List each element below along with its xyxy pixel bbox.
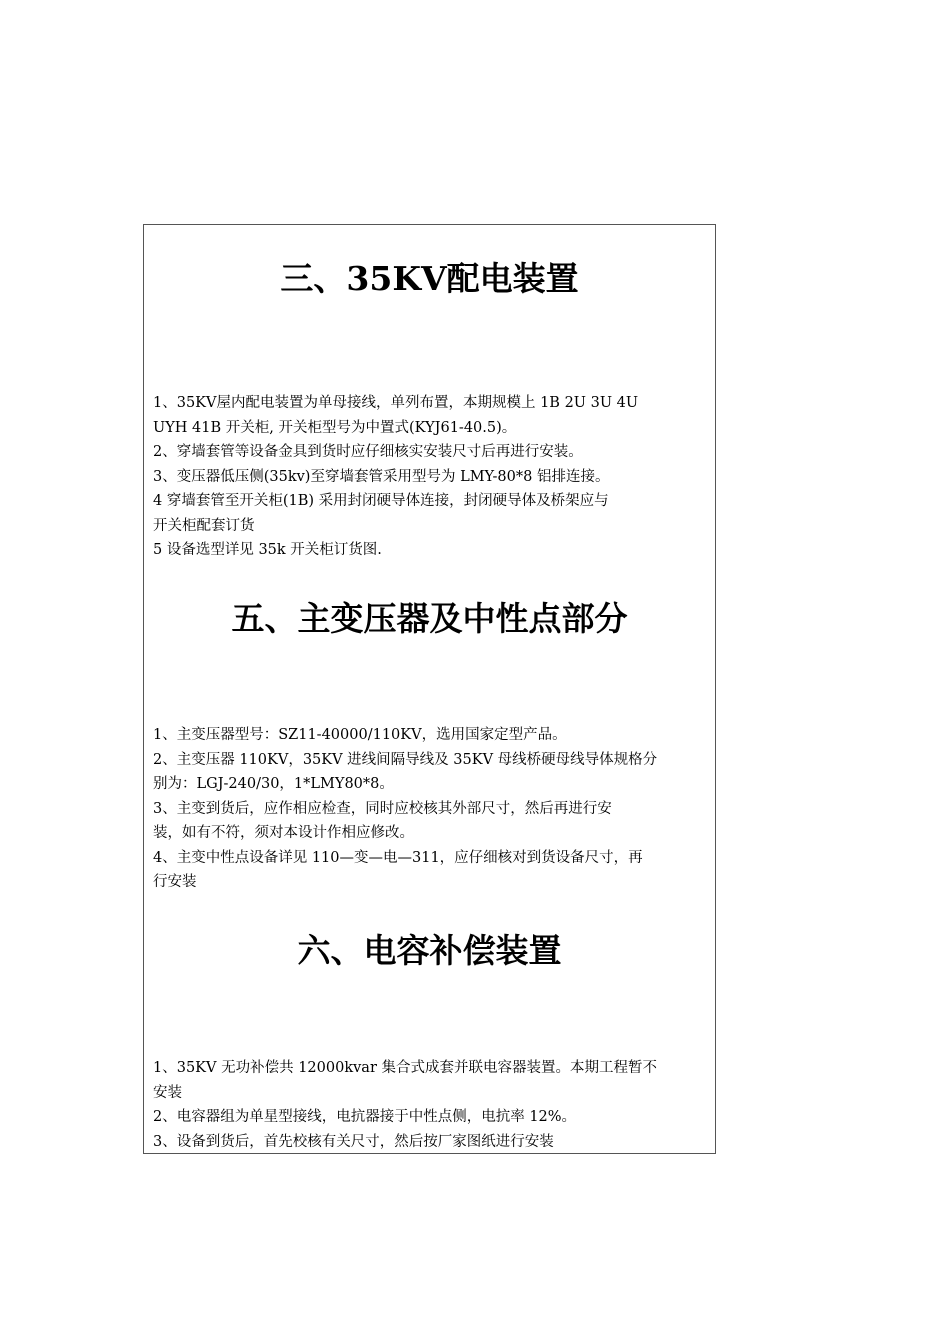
body-line: 5 设备选型详见 35k 开关柜订货图.: [153, 542, 382, 558]
body-line: 4 穿墙套管至开关柜(1B) 采用封闭硬导体连接，封闭硬导体及桥架应与: [153, 493, 609, 509]
section-body-main-transformer: [153, 723, 709, 895]
body-line: 4、主变中性点设备详见 110—变—电—311，应仔细核对到货设备尺寸，再: [153, 849, 643, 866]
body-line: 2、主变压器 110KV，35KV 进线间隔导线及 35KV 母线桥硬母线导体规格分: [153, 751, 658, 768]
body-line: 装，如有不符，须对本设计作相应修改。: [153, 825, 414, 841]
body-line: 1、35KV屋内配电装置为单母接线，单列布置，本期规模上 1B 2U 3U 4U: [153, 395, 639, 411]
body-line: 1、35KV 无功补偿共 12000kvar 集合式成套并联电容器装置。本期工程暂不: [153, 1060, 657, 1076]
body-line: 安装: [153, 1084, 182, 1101]
document-frame: [143, 224, 716, 1154]
body-line: 3、主变到货后，应作相应检查，同时应校核其外部尺寸，然后再进行安: [153, 800, 612, 817]
section-heading-capacitor-compensation: 六、电容补偿装置: [297, 931, 562, 970]
section-body-35kv-switchgear: [153, 391, 709, 563]
body-line: 开关柜配套订货: [153, 517, 255, 534]
section-body-capacitor-compensation: [153, 1056, 709, 1154]
body-line: 3、变压器低压侧(35kv)至穿墙套管采用型号为 LMY-80*8 铝排连接。: [153, 468, 610, 485]
body-line: 2、电容器组为单星型接线，电抗器接于中性点侧，电抗率 12%。: [153, 1109, 577, 1125]
section-heading-main-transformer: 五、主变压器及中性点部分: [231, 599, 628, 638]
body-line: 别为：LGJ-240/30，1*LMY80*8。: [153, 776, 394, 792]
body-line: 3、设备到货后，首先校核有关尺寸，然后按厂家图纸进行安装: [153, 1133, 554, 1150]
body-line: UYH 41B 开关柜, 开关柜型号为中置式(KYJ61-40.5)。: [153, 419, 517, 436]
body-line: 1、主变压器型号：SZ11-40000/110KV，选用国家定型产品。: [153, 727, 567, 743]
body-line: 2、穿墙套管等设备金具到货时应仔细核实安装尺寸后再进行安装。: [153, 444, 583, 460]
section-heading-35kv-switchgear: 三、35KV配电装置: [280, 259, 579, 298]
body-line: 行安装: [153, 874, 197, 890]
